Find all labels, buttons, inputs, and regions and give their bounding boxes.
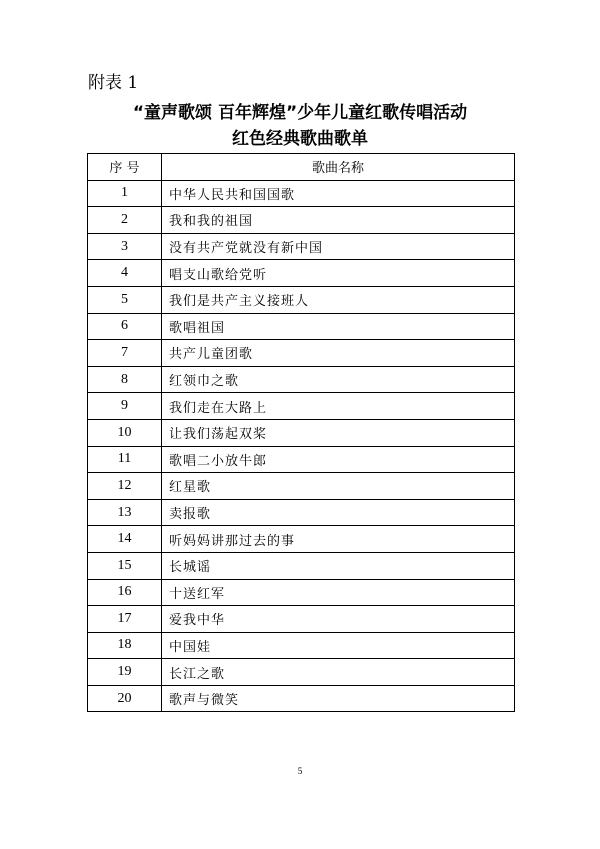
song-number: 6 (88, 313, 162, 340)
song-table (87, 153, 515, 712)
table-row (88, 207, 515, 234)
song-name: 我和我的祖国 (162, 207, 515, 234)
song-number: 1 (88, 180, 162, 207)
table-row (88, 632, 515, 659)
table-row (88, 473, 515, 500)
table-row (88, 659, 515, 686)
table-row (88, 606, 515, 633)
song-number: 19 (88, 659, 162, 686)
song-number: 18 (88, 632, 162, 659)
page-number: 5 (297, 766, 303, 776)
table-row (88, 552, 515, 579)
table-row (88, 393, 515, 420)
song-name: 歌声与微笑 (162, 685, 515, 712)
song-number: 5 (88, 286, 162, 313)
table-row (88, 340, 515, 367)
table-row (88, 526, 515, 553)
song-number: 8 (88, 366, 162, 393)
song-number: 3 (88, 233, 162, 260)
song-name: 中华人民共和国国歌 (162, 180, 515, 207)
table-row (88, 260, 515, 287)
table-row (88, 286, 515, 313)
table-row (88, 579, 515, 606)
song-name: 歌唱二小放牛郎 (162, 446, 515, 473)
song-number: 16 (88, 579, 162, 606)
song-name: 红领巾之歌 (162, 366, 515, 393)
song-name: 红星歌 (162, 473, 515, 500)
table-row (88, 366, 515, 393)
song-name: 卖报歌 (162, 499, 515, 526)
song-name: 没有共产党就没有新中国 (162, 233, 515, 260)
song-name: 我们是共产主义接班人 (162, 286, 515, 313)
song-name: 长城谣 (162, 552, 515, 579)
song-number: 13 (88, 499, 162, 526)
song-number: 15 (88, 552, 162, 579)
song-number: 17 (88, 606, 162, 633)
song-table-body (88, 180, 515, 712)
appendix-label: 附表 1 (88, 73, 139, 93)
song-number: 2 (88, 207, 162, 234)
song-name: 长江之歌 (162, 659, 515, 686)
song-name: 中国娃 (162, 632, 515, 659)
table-row (88, 313, 515, 340)
song-name: 唱支山歌给党听 (162, 260, 515, 287)
table-row (88, 419, 515, 446)
table-row (88, 499, 515, 526)
song-number: 10 (88, 419, 162, 446)
table-row (88, 180, 515, 207)
song-number: 14 (88, 526, 162, 553)
song-name: 我们走在大路上 (162, 393, 515, 420)
document-subtitle: 红色经典歌曲歌单 (232, 129, 368, 149)
document-title: “童声歌颂 百年辉煌”少年儿童红歌传唱活动 (132, 103, 468, 123)
song-number: 20 (88, 685, 162, 712)
song-name: 十送红军 (162, 579, 515, 606)
song-number: 7 (88, 340, 162, 367)
table-row (88, 446, 515, 473)
song-number: 9 (88, 393, 162, 420)
table-row (88, 233, 515, 260)
table-header-row (88, 154, 515, 181)
song-number: 11 (88, 446, 162, 473)
song-name: 爱我中华 (162, 606, 515, 633)
song-number: 12 (88, 473, 162, 500)
song-name: 听妈妈讲那过去的事 (162, 526, 515, 553)
song-number: 4 (88, 260, 162, 287)
song-name: 歌唱祖国 (162, 313, 515, 340)
header-number: 序 号 (88, 154, 162, 181)
song-name: 让我们荡起双桨 (162, 419, 515, 446)
table-row (88, 685, 515, 712)
song-name: 共产儿童团歌 (162, 340, 515, 367)
header-song-name: 歌曲名称 (162, 154, 515, 181)
